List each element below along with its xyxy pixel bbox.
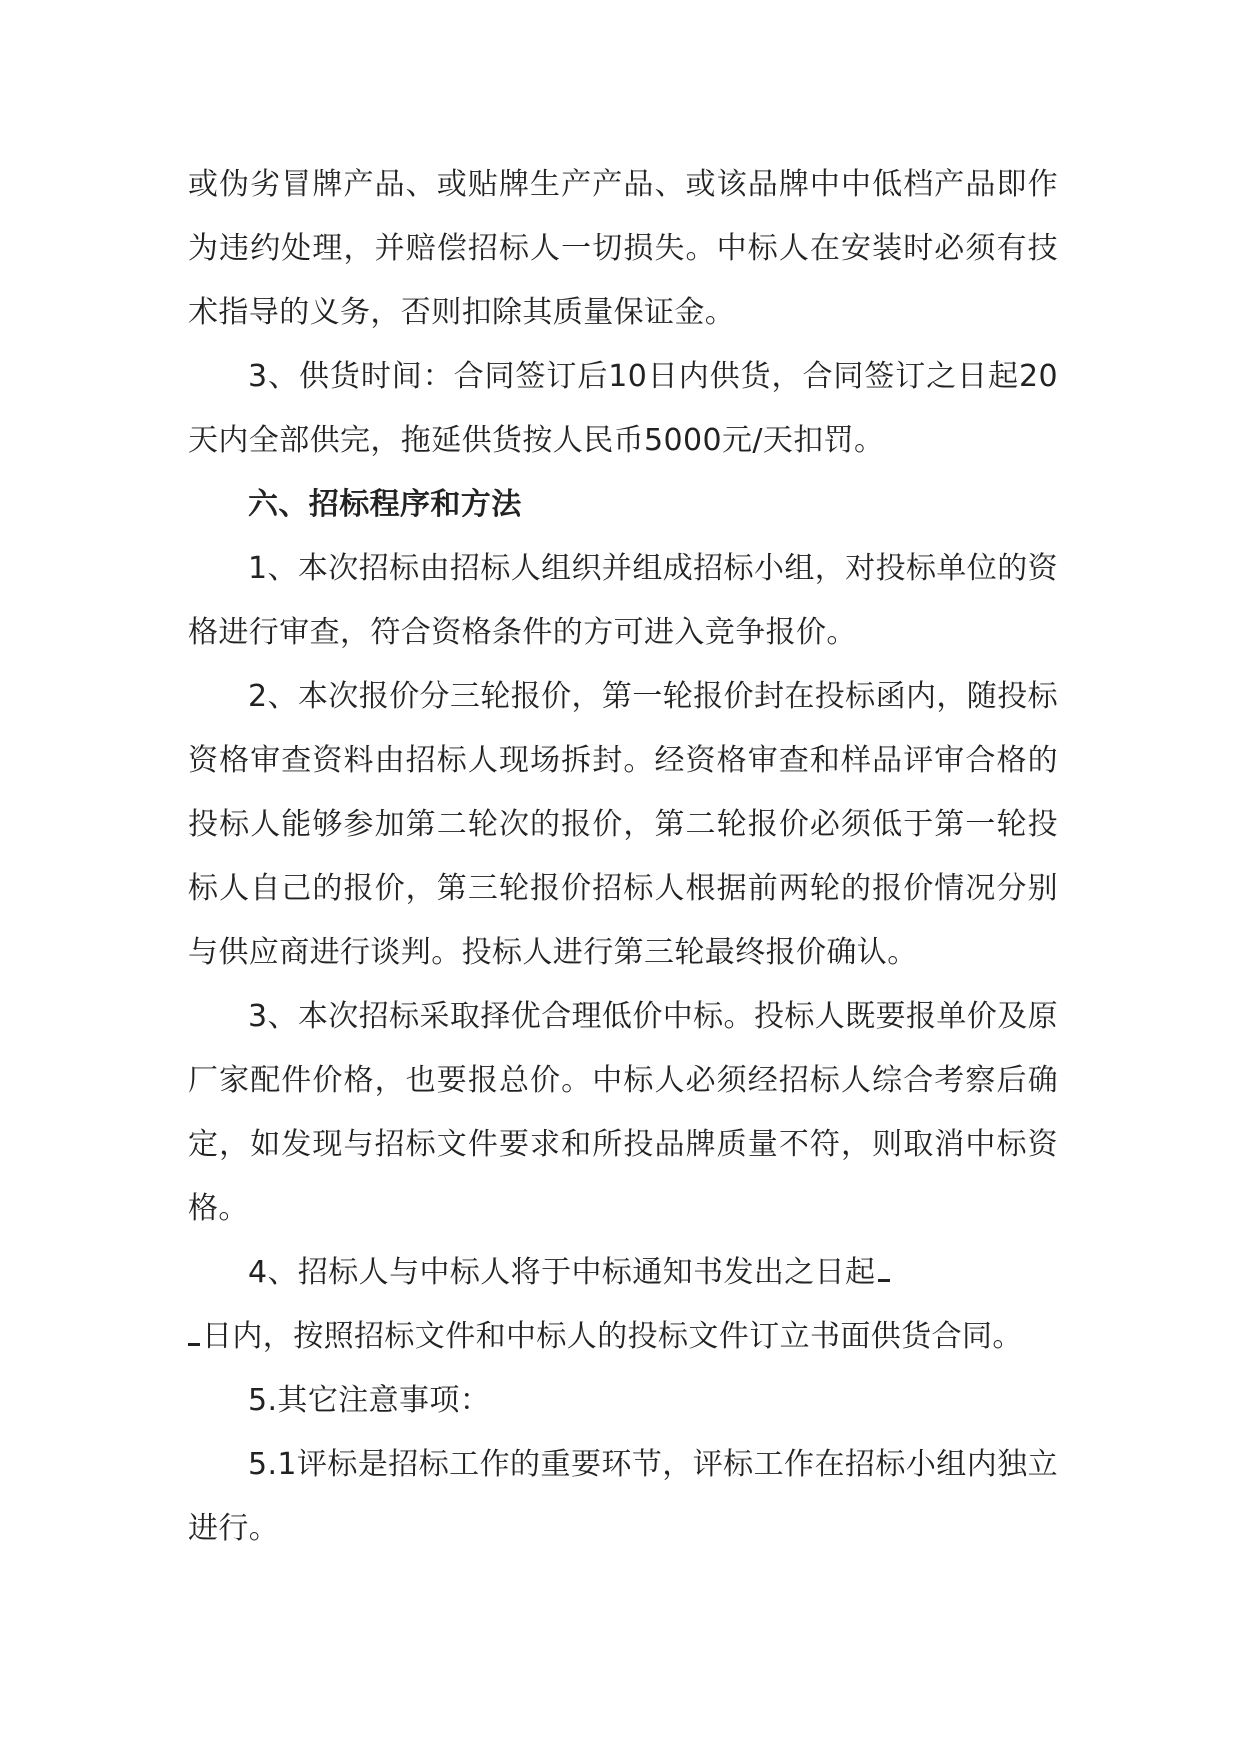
paragraph-evaluation: 5.1评标是招标工作的重要环节，评标工作在招标小组内独立进行。 xyxy=(188,1447,1058,1546)
paragraph-violation-terms: 或伪劣冒牌产品、或贴牌生产产品、或该品牌中中低档产品即作为违约处理，并赔偿招标人一切损失。中标人在安装时必须有技术指导的义务，否则扣除其质量保证金。 xyxy=(188,167,1058,330)
contract-signing-text-start: 4、招标人与中标人将于中标通知书发出之日起 xyxy=(248,1255,876,1290)
contract-signing-text-end: 日内，按照招标文件和中标人的投标文件订立书面供货合同。 xyxy=(202,1319,1023,1354)
paragraph-other-notes: 5.其它注意事项： xyxy=(248,1383,491,1418)
paragraph-delivery-time: 3、供货时间：合同签订后10日内供货，合同签订之日起20天内全部供完，拖延供货按人民币5000元/天扣罚。 xyxy=(188,359,1058,458)
document-body xyxy=(188,153,1058,1561)
blank-underline xyxy=(878,1261,890,1282)
paragraph-bidding-rounds: 2、本次报价分三轮报价，第一轮报价封在投标函内，随投标资格审查资料由招标人现场拆封。经资格审查和样品评审合格的投标人能够参加第二轮次的报价，第二轮报价必须低于第一轮投标人自己的报价，第三轮报价招标人根据前两轮的报价情况分别与供应商进行谈判。投标人进行第三轮最终报价确认。 xyxy=(188,679,1058,970)
blank-underline xyxy=(188,1325,200,1346)
paragraph-qualification-review: 1、本次招标由招标人组织并组成招标小组，对投标单位的资格进行审查，符合资格条件的方可进入竞争报价。 xyxy=(188,551,1058,650)
paragraph-award-criteria: 3、本次招标采取择优合理低价中标。投标人既要报单价及原厂家配件价格，也要报总价。中标人必须经招标人综合考察后确定，如发现与招标文件要求和所投品牌质量不符，则取消中标资格。 xyxy=(188,999,1058,1226)
paragraph-contract-signing xyxy=(188,1241,1058,1369)
section-heading-procedure: 六、招标程序和方法 xyxy=(248,487,522,522)
